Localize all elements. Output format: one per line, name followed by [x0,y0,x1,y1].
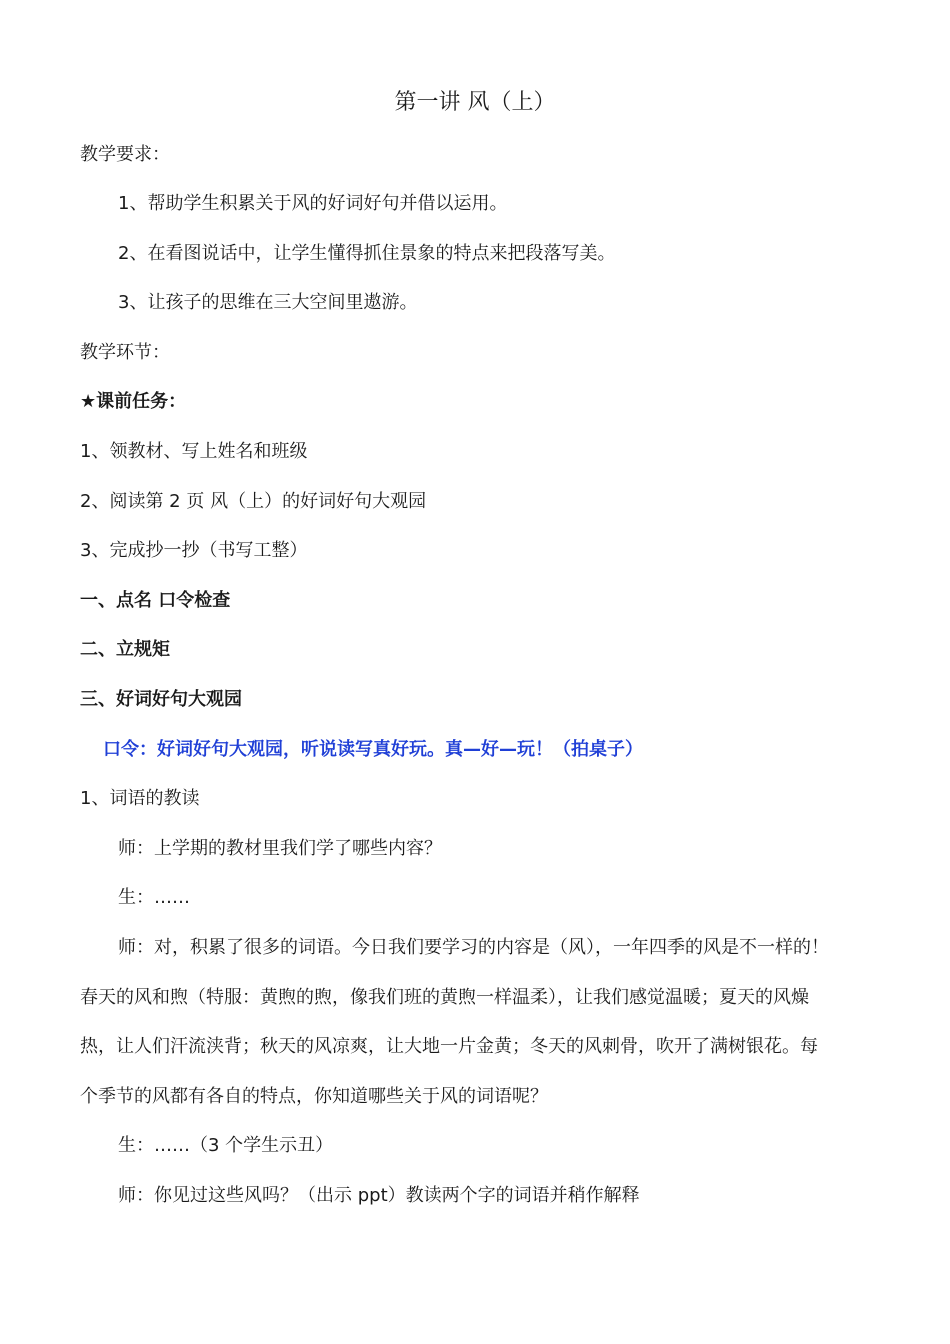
requirements-heading: 教学要求： [80,144,170,165]
teacher-line: 师：上学期的教材里我们学了哪些内容？ [118,838,442,859]
teacher-line: 师：你见过这些风吗？（出示 ppt）教读两个字的词语并稍作解释 [118,1185,640,1206]
pretask-item: 3、完成抄一抄（书写工整） [80,540,308,561]
pretask-heading: ★课前任务： [80,391,187,412]
requirement-item: 1、帮助学生积累关于风的好词好句并借以运用。 [118,193,508,214]
requirement-item: 2、在看图说话中，让学生懂得抓住景象的特点来把段落写美。 [118,243,616,264]
pretask-item: 1、领教材、写上姓名和班级 [80,441,308,462]
paragraph-line: 热，让人们汗流浃背；秋天的风凉爽，让大地一片金黄；冬天的风刺骨，吹开了满树银花。每 [80,1036,818,1057]
student-line: 生：……（3 个学生示丑） [118,1135,334,1156]
process-heading: 教学环节： [80,342,170,363]
paragraph-line: 春天的风和煦（特服：黄煦的煦，像我们班的黄煦一样温柔），让我们感觉温暖；夏天的风燥 [80,987,809,1008]
page-title: 第一讲 风（上） [394,90,556,115]
slogan-line: 口令：好词好句大观园，听说读写真好玩。真—好—玩！（拍桌子） [103,739,643,760]
pretask-item: 2、阅读第 2 页 风（上）的好词好句大观园 [80,491,427,512]
requirement-item: 3、让孩子的思维在三大空间里遨游。 [118,292,418,313]
section-heading: 一、点名 口令检查 [80,590,231,611]
teacher-line: 师：对，积累了很多的词语。今日我们要学习的内容是（风），一年四季的风是不一样的！ [118,937,829,958]
subsection-heading: 1、词语的教读 [80,788,200,809]
section-heading: 二、立规矩 [80,639,170,660]
section-heading: 三、好词好句大观园 [80,689,242,710]
student-line: 生：…… [118,887,190,908]
paragraph-line: 个季节的风都有各自的特点，你知道哪些关于风的词语呢？ [80,1086,548,1107]
